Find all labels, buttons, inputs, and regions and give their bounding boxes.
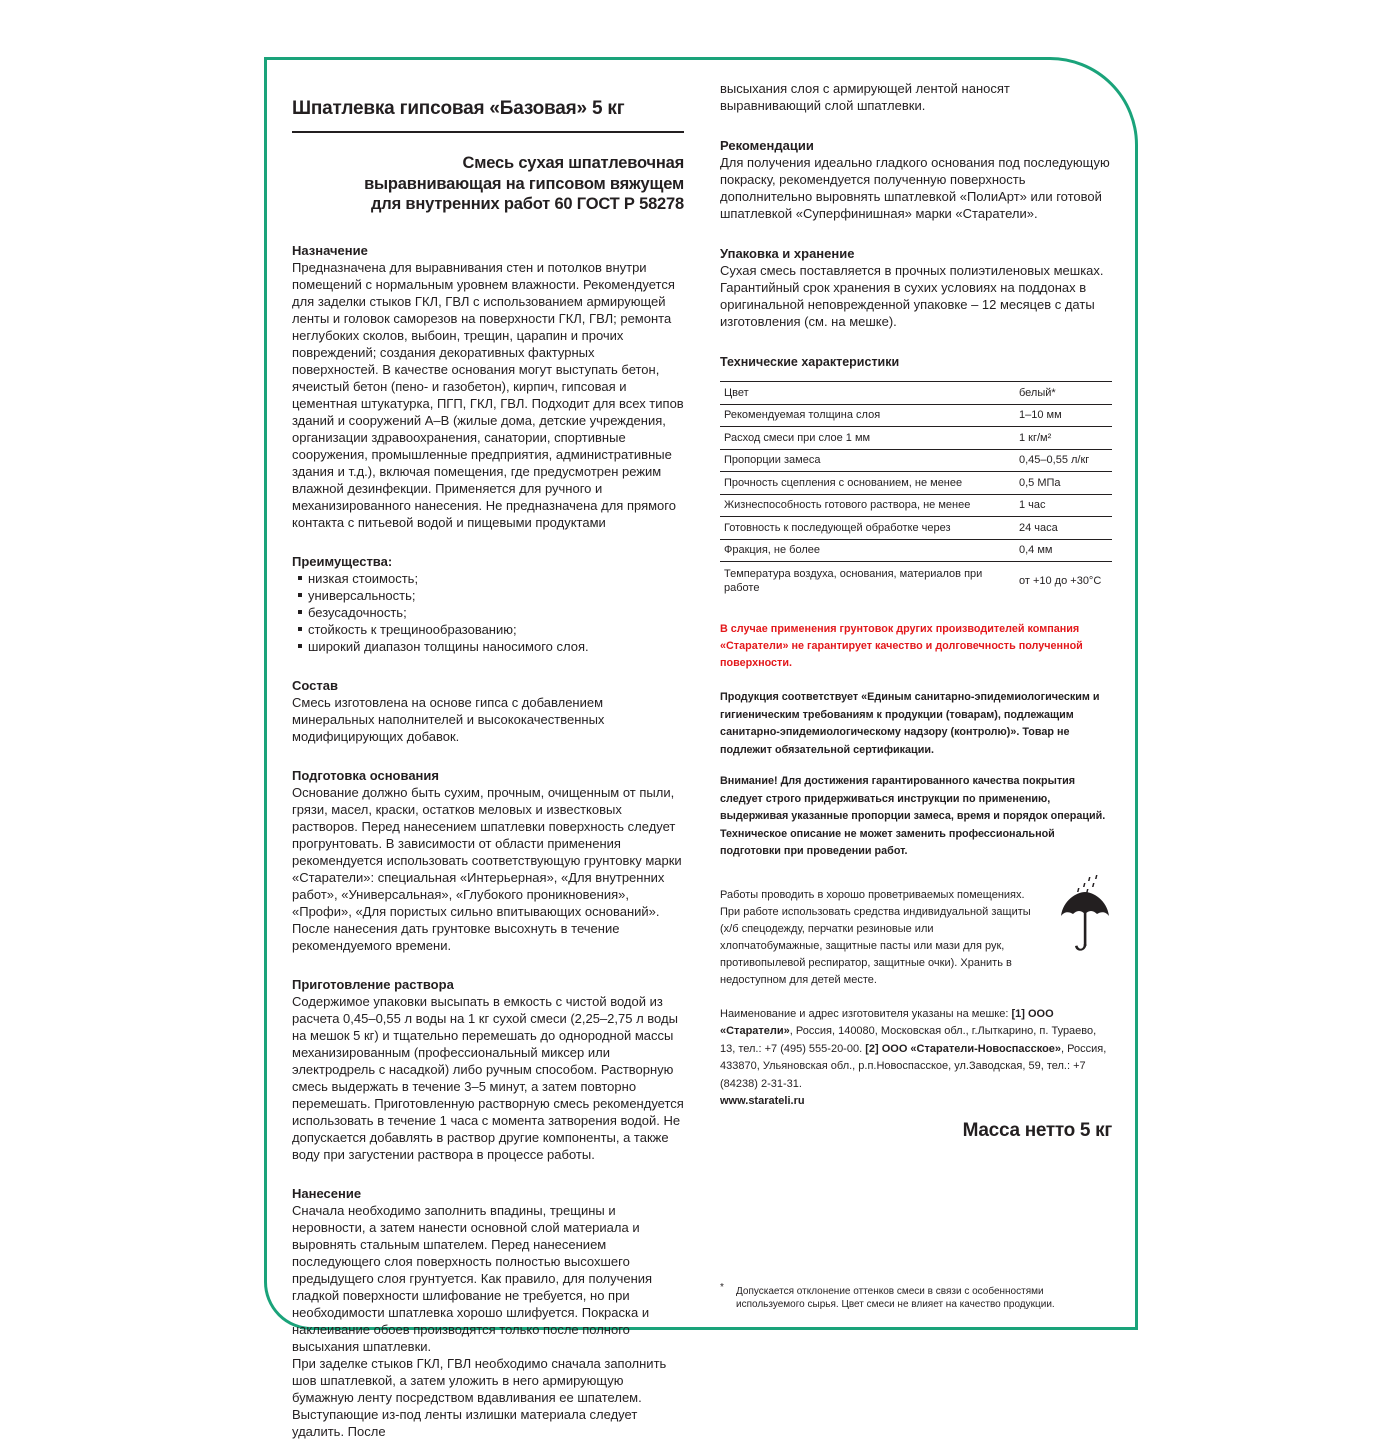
spec-value: 24 часа (1013, 517, 1112, 540)
list-item: стойкость к трещинообразованию; (292, 621, 684, 638)
section-recommendations (720, 137, 1112, 222)
primer-warning: В случае применения грунтовок других производителей компания «Старатели» не гарантирует качество и долговечность полученной поверхности. (720, 623, 1083, 669)
footnote-mark: * (720, 1282, 724, 1293)
spec-value: белый* (1013, 382, 1112, 405)
list-item: универсальность; (292, 587, 684, 604)
subtitle-line: для внутренних работ 60 ГОСТ Р 58278 (371, 195, 684, 213)
attention-text: Для достижения гарантированного качества покрытия следует строго придерживаться инструкции по применению, выдерживая указанные пропорции замеса, время и порядок операций. Техническое описание не может заменить профессиональной подготовки при проведении работ. (720, 775, 1106, 857)
right-column (720, 80, 1112, 1142)
section-heading: Нанесение (292, 1185, 362, 1201)
tech-specs-heading: Технические характеристики (720, 355, 900, 369)
section-text: Содержимое упаковки высыпать в емкость с чистой водой из расчета 0,45–0,55 л воды на 1 кг сухой смеси (2,25–2,75 л воды на мешок 5 кг) и тщательно перемешать до однородной массы механизированным (профессиональный миксер или электродрель с насадкой) либо ручным способом. Растворную смесь выдержать в течение 3–5 минут, а затем повторно перемешать. Приготовленную растворную смесь рекомендуется использовать в течение 1 часа с момента затворения водой. Не допускается добавлять в раствор другие компоненты, а также воду при загустении раствора в процессе работы. (292, 993, 684, 1162)
section-storage (720, 245, 1112, 330)
spec-value: 1 час (1013, 494, 1112, 517)
spec-value: 0,45–0,55 л/кг (1013, 449, 1112, 472)
left-column (292, 97, 684, 1440)
section-text: Для получения идеально гладкого основания под последующую покраску, рекомендуется полученную поверхность дополнительно выровнять шпатлевкой «ПолиАрт» или готовой шпатлевкой «Суперфинишная» марки «Старатели». (720, 155, 1110, 221)
attention-lead: Внимание! (720, 775, 778, 787)
spec-label: Пропорции замеса (720, 449, 1013, 472)
section-text: Сначала необходимо заполнить впадины, трещины и неровности, а затем нанести основной слой материала и выровнять стальным шпателем. Перед нанесением последующего слоя поверхность полностью высохшего предыдущего слоя грунтуется. Как правило, для получения гладкой поверхности шлифование не требуется, но при необходимости шпатлевка хорошо шлифуется. Покраска и наклеивание обоев производятся только после полного высыхания шпатлевки. (292, 1202, 653, 1354)
list-item: широкий диапазон толщины наносимого слоя. (292, 638, 684, 655)
subtitle-line: выравнивающая на гипсовом вяжущем (364, 174, 684, 193)
umbrella-icon (1058, 874, 1112, 956)
safety-note (720, 887, 1112, 989)
manufacturer-info (720, 1006, 1112, 1094)
section-text: Основание должно быть сухим, прочным, очищенным от пыли, грязи, масел, краски, остатков меловых и известковых растворов. Перед нанесением шпатлевки поверхность следует прогрунтовать. В зависимости от области применения рекомендуется использовать соответствующую грунтовку марки «Старатели»: специальная «Интерьерная», «Для внутренних работ», «Универсальная», «Глубокого проникновения», «Профи», «Для пористых сильно впитывающих оснований». После нанесения дать грунтовке высохнуть в течение рекомендуемого времени. (292, 784, 682, 953)
net-mass: Масса нетто 5 кг (962, 1120, 1112, 1141)
certification-note: Продукция соответствует «Единым санитарно-эпидемиологическим и гигиеническим требованиям к продукции (товарам), подлежащим санитарно-эпидемиологическому надзору (контролю)». Товар не подлежит обязательной сертификации. (720, 691, 1100, 756)
manufacturer-intro: Наименование и адрес изготовителя указаны на мешке: (720, 1007, 1012, 1020)
spec-label: Температура воздуха, основания, материалов при работе (720, 562, 1013, 600)
section-text: Предназначена для выравнивания стен и потолков внутри помещений с нормальным уровнем влажности. Рекомендуется для заделки стыков ГКЛ, ГВЛ с использованием армирующей ленты и головок саморезов на поверхности ГКЛ, ГВЛ; ремонта неглубоких сколов, выбоин, трещин, царапин и прочих повреждений; создания декоративных фактурных поверхностей. В качестве основания могут выступать бетон, ячеистый бетон (пено- и газобетон), кирпич, гипсовая и цементная штукатурка, ПГП, ГКЛ, ГВЛ. Подходит для всех типов зданий и сооружений А–В (жилые дома, детские учреждения, организации здравоохранения, санатории, спортивные сооружения, промышленные предприятия, административные здания и т.д.), включая помещения, где предусмотрен режим влажной дезинфекции. Применяется для ручного и механизированного нанесения. Не предназначена для прямого контакта с питьевой водой и пищевыми продуктами (292, 259, 684, 530)
table-row (720, 404, 1112, 427)
footnote (720, 1282, 1112, 1311)
section-heading: Состав (292, 677, 338, 693)
spec-label: Рекомендуемая толщина слоя (720, 404, 1013, 427)
list-item: безусадочность; (292, 604, 684, 621)
table-row (720, 427, 1112, 450)
section-application-continued (720, 80, 1112, 114)
table-row (720, 517, 1112, 540)
spec-label: Цвет (720, 382, 1013, 405)
spec-value: от +10 до +30°С (1013, 562, 1112, 600)
spec-label: Фракция, не более (720, 539, 1013, 562)
product-title: Шпатлевка гипсовая «Базовая» 5 кг (292, 97, 684, 133)
manufacturer-1-name: [1] ООО «Старатели» (720, 1007, 1054, 1037)
section-heading: Приготовление раствора (292, 976, 454, 992)
table-row (720, 539, 1112, 562)
section-text: Смесь изготовлена на основе гипса с добавлением минеральных наполнителей и высококачественных модифицирующих добавок. (292, 694, 605, 744)
manufacturer-2-name: [2] ООО «Старатели-Новоспасское» (865, 1042, 1062, 1055)
spec-value: 1 кг/м² (1013, 427, 1112, 450)
table-row (720, 494, 1112, 517)
spec-value: 0,5 МПа (1013, 472, 1112, 495)
tech-specs-table (720, 381, 1112, 599)
advantages-list (292, 570, 684, 655)
section-heading: Назначение (292, 242, 368, 258)
section-advantages (292, 553, 684, 655)
section-heading: Рекомендации (720, 138, 814, 153)
section-heading: Подготовка основания (292, 767, 439, 783)
table-row (720, 382, 1112, 405)
footnote-text: Допускается отклонение оттенков смеси в связи с особенностями используемого сырья. Цвет смеси не влияет на качество продукции. (736, 1286, 1055, 1310)
spec-value: 1–10 мм (1013, 404, 1112, 427)
section-purpose (292, 242, 684, 531)
website-link[interactable]: www.starateli.ru (720, 1095, 805, 1107)
product-subtitle (292, 153, 684, 215)
spec-label: Готовность к последующей обработке через (720, 517, 1013, 540)
spec-label: Расход смеси при слое 1 мм (720, 427, 1013, 450)
section-text: высыхания слоя с армирующей лентой наносят выравнивающий слой шпатлевки. (720, 81, 1010, 113)
spec-value: 0,4 мм (1013, 539, 1112, 562)
table-row (720, 449, 1112, 472)
section-text: При заделке стыков ГКЛ, ГВЛ необходимо сначала заполнить шов шпатлевкой, а затем уложить в него армирующую бумажную ленту посредством вдавливания ее шпателем. Выступающие из-под ленты излишки материала следует удалить. После (292, 1355, 667, 1439)
subtitle-line: Смесь сухая шпатлевочная (462, 154, 684, 172)
table-row (720, 562, 1112, 600)
safety-text: Работы проводить в хорошо проветриваемых помещениях. При работе использовать средства индивидуальной защиты (х/б спецодежду, перчатки резиновые или хлопчатобумажные, защитные пасты или мази для рук, противопылевой респиратор, защитные очки). Хранить в недоступном для детей месте. (720, 888, 1031, 986)
section-application (292, 1185, 684, 1440)
section-base-preparation (292, 767, 684, 954)
section-text: Сухая смесь поставляется в прочных полиэтиленовых мешках. Гарантийный срок хранения в сухих условиях на поддонах в оригинальной неповрежденной упаковке – 12 месяцев с даты изготовления (см. на мешке). (720, 263, 1104, 329)
spec-label: Прочность сцепления с основанием, не менее (720, 472, 1013, 495)
table-row (720, 472, 1112, 495)
section-composition (292, 677, 684, 745)
manufacturer-1-address: , Россия, 140080, Московская обл., г.Лыткарино, п. Тураево, 13, тел.: +7 (495) 555-20-00. (720, 1025, 1097, 1055)
spec-label: Жизнеспособность готового раствора, не менее (720, 494, 1013, 517)
section-heading: Преимущества: (292, 553, 393, 569)
section-heading: Упаковка и хранение (720, 246, 855, 261)
list-item: низкая стоимость; (292, 570, 684, 587)
attention-note (720, 773, 1112, 861)
section-mixing (292, 976, 684, 1163)
manufacturer-2-address: , Россия, 433870, Ульяновская обл., р.п.Новоспасское, ул.Заводская, 59, тел.: +7 (84238) 2-31-31. (720, 1042, 1107, 1090)
